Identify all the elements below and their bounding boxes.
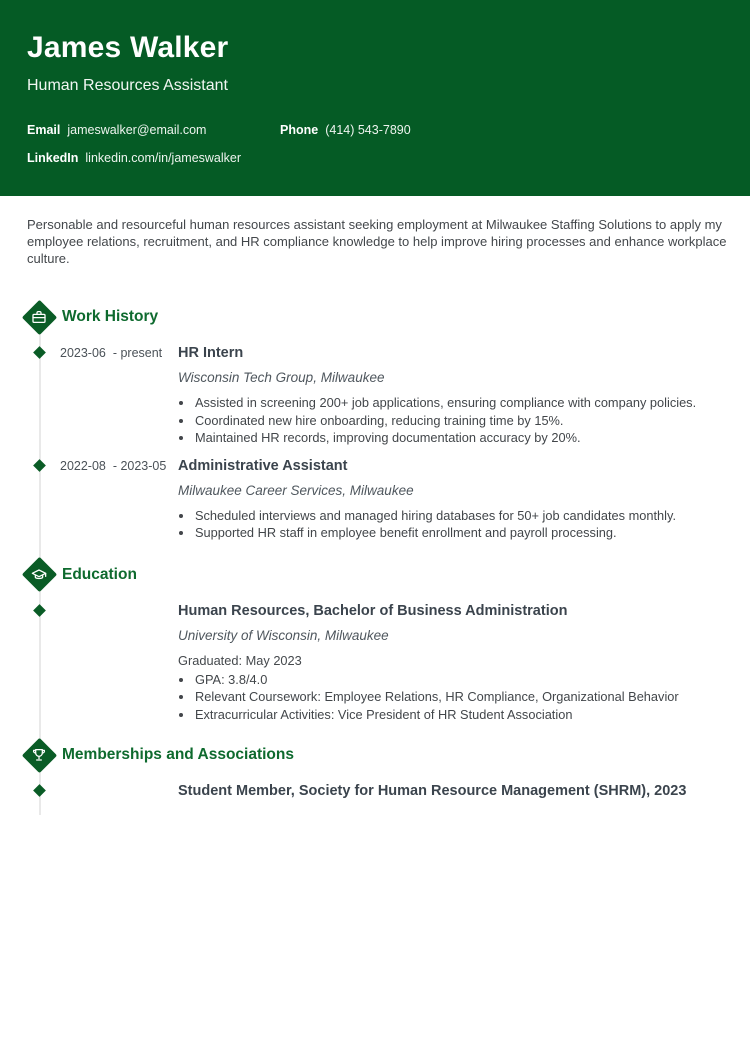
resume-header (0, 0, 750, 196)
entry-content (178, 602, 723, 724)
work-entry-admin-assistant (60, 457, 723, 542)
section-title-work-history: Work History (62, 308, 159, 325)
contact-phone (280, 123, 723, 137)
entry-job-title: HR Intern (178, 345, 244, 361)
bullet-item: • Supported HR staff in employee benefit enrollment and payroll processing. (194, 524, 723, 542)
timeline-marker (33, 346, 46, 359)
entry-degree: Human Resources, Bachelor of Business Administration (178, 602, 568, 619)
entry-bullets (178, 394, 723, 447)
membership-title: Student Member, Society for Human Resource Management (SHRM), 2023 (178, 783, 687, 799)
phone-value: (414) 543-7890 (325, 123, 411, 137)
work-entry-hr-intern (60, 344, 723, 447)
memberships-header (21, 737, 723, 773)
entry-job-title: Administrative Assistant (178, 457, 348, 474)
entry-company: Milwaukee Career Services, Milwaukee (178, 482, 414, 498)
membership-entry (60, 782, 723, 800)
graduation-date: Graduated: May 2023 (178, 652, 302, 668)
work-history-entries (60, 335, 723, 542)
entry-dates (60, 782, 178, 800)
bullet-item: • Coordinated new hire onboarding, reducing training time by 15%. (194, 412, 723, 430)
graduation-cap-icon (21, 557, 57, 593)
section-education (27, 557, 723, 724)
entry-content (178, 457, 723, 542)
membership-entries (60, 773, 723, 800)
education-entry (60, 602, 723, 724)
person-job-title: Human Resources Assistant (27, 77, 228, 94)
contact-info (27, 123, 723, 165)
timeline-marker (33, 604, 46, 617)
resume-body (0, 216, 750, 800)
phone-label: Phone (280, 123, 319, 137)
entry-content (178, 782, 723, 800)
entry-dates (60, 602, 178, 724)
timeline-marker (33, 459, 46, 472)
entry-school: University of Wisconsin, Milwaukee (178, 627, 389, 643)
linkedin-value: linkedin.com/in/jameswalker (85, 151, 242, 165)
trophy-icon (21, 737, 57, 773)
bullet-item: • Assisted in screening 200+ job applications, ensuring compliance with company policies. (194, 394, 723, 412)
person-name: James Walker (27, 31, 229, 64)
section-memberships (27, 737, 723, 800)
education-header (21, 557, 723, 593)
education-entries (60, 593, 723, 724)
entry-dates: 2023-06 - present (60, 346, 163, 360)
email-value: jameswalker@email.com (67, 123, 207, 137)
section-title-memberships: Memberships and Associations (62, 746, 294, 763)
briefcase-icon (21, 299, 57, 335)
entry-dates: 2022-08 - 2023-05 (60, 458, 167, 473)
entry-company: Wisconsin Tech Group, Milwaukee (178, 370, 385, 385)
timeline-marker (33, 784, 46, 797)
email-label: Email (27, 123, 61, 137)
bullet-item: • GPA: 3.8/4.0 (194, 671, 723, 689)
contact-email (27, 123, 280, 137)
bullet-item: • Maintained HR records, improving documentation accuracy by 20%. (194, 429, 723, 447)
entry-bullets (178, 507, 723, 542)
work-history-header (21, 299, 723, 335)
professional-summary: Personable and resourceful human resources assistant seeking employment at Milwaukee Staffing Solutions to apply my employee relations, recruitment, and HR compliance knowledge to help improve hiring processes and enhance workplace culture. (27, 217, 727, 266)
contact-linkedin (27, 151, 280, 165)
section-work-history (27, 299, 723, 542)
section-title-education: Education (62, 565, 137, 583)
bullet-item: • Extracurricular Activities: Vice President of HR Student Association (194, 706, 723, 724)
bullet-item: • Relevant Coursework: Employee Relations, HR Compliance, Organizational Behavior (194, 688, 723, 706)
entry-content (178, 344, 723, 447)
entry-bullets (178, 671, 723, 724)
timeline (27, 299, 723, 800)
linkedin-label: LinkedIn (27, 151, 79, 165)
bullet-item: • Scheduled interviews and managed hiring databases for 50+ job candidates monthly. (194, 507, 723, 525)
